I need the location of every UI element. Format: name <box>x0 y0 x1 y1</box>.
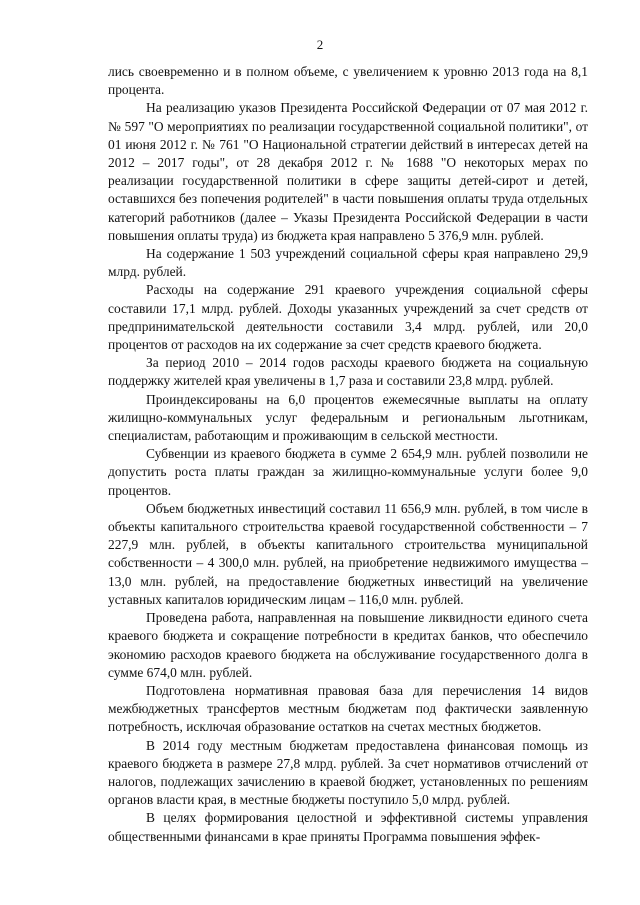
paragraph-budget-investments: Объем бюджетных инвестиций составил 11 656,9 млн. рублей, в том числе в объекты капитального строительства краевой государственной собственности – 7 227,9 млн. рублей, в объекты капитального строительства муниципальной собственности – 4 300,0 млн. рублей, на приобретение недвижимого имущества – 13,0 млн. рублей, на предоставление бюджетных инвестиций на увеличение уставных капиталов юридическим лицам – 116,0 млн. рублей. <box>108 500 588 607</box>
paragraph-financial-assistance: В 2014 году местным бюджетам предоставлена финансовая помощь из краевого бюджета в размере 27,8 млрд. рублей. За счет нормативов отчислений от налогов, подлежащих зачислению в краевой бюджет, установленных по решениям органов власти края, в местные бюджеты поступило 5,0 млрд. рублей. <box>108 737 588 808</box>
paragraph-social-institutions: На содержание 1 503 учреждений социальной сферы края направлено 29,9 млрд. рублей. <box>108 246 588 280</box>
paragraph-public-finance-system: В целях формирования целостной и эффективной системы управления общественными финансами в крае приняты Программа повышения эффек- <box>108 810 588 844</box>
paragraph-liquidity: Проведена работа, направленная на повышение ликвидности единого счета краевого бюджета и сокращение потребности в кредитах банков, что обеспечило экономию расходов краевого бюджета на обслуживание государственного долга в сумме 674,0 млн. рублей. <box>108 610 588 680</box>
paragraph-indexation: Проиндексированы на 6,0 процентов ежемесячные выплаты на оплату жилищно-коммунальных услуг федеральным и региональным льготникам, специалистам, работающим и проживающим в сельской местности. <box>108 391 588 444</box>
paragraph-legal-framework: Подготовлена нормативная правовая база для перечисления 14 видов межбюджетных трансфертов местным бюджетам под фактически заявленную потребность, исключая образование остатков на счетах местных бюджетов. <box>108 682 588 735</box>
paragraph-subventions: Субвенции из краевого бюджета в сумме 2 654,9 млн. рублей позволили не допустить роста платы граждан за жилищно-коммунальные услуги более 9,0 процентов. <box>108 446 588 498</box>
document-body <box>108 63 588 846</box>
paragraph-continuation: лись своевременно и в полном объеме, с увеличением к уровню 2013 года на 8,1 процента. <box>108 64 588 98</box>
paragraph-presidential-decrees: На реализацию указов Президента Российской Федерации от 07 мая 2012 г. № 597 "О мероприятиях по реализации государственной социальной политики", от 01 июня 2012 г. № 761 "О Национальной стратегии действий в интересах детей на 2012 – 2017 годы", от 28 декабря 2012 г. № 1688 "О некоторых мерах по реализации государственной политики в сфере защиты детей-сирот и детей, оставшихся без попечения родителей" в части повышения оплаты труда отдельных категорий работников (далее – Указы Президента Российской Федерации в части повышения оплаты труда) из бюджета края направлено 5 376,9 млн. рублей. <box>108 100 588 243</box>
page-number: 2 <box>316 37 324 52</box>
paragraph-regional-institutions-expenses: Расходы на содержание 291 краевого учреждения социальной сферы составили 17,1 млрд. рублей. Доходы указанных учреждений за счет средств от предпринимательской деятельности составили 3,4 млрд. рублей, или 20,0 процентов от расходов на их содержание за счет средств краевого бюджета. <box>108 282 588 353</box>
paragraph-social-support: За период 2010 – 2014 годов расходы краевого бюджета на социальную поддержку жителей края увеличены в 1,7 раза и составили 23,8 млрд. рублей. <box>108 355 588 389</box>
